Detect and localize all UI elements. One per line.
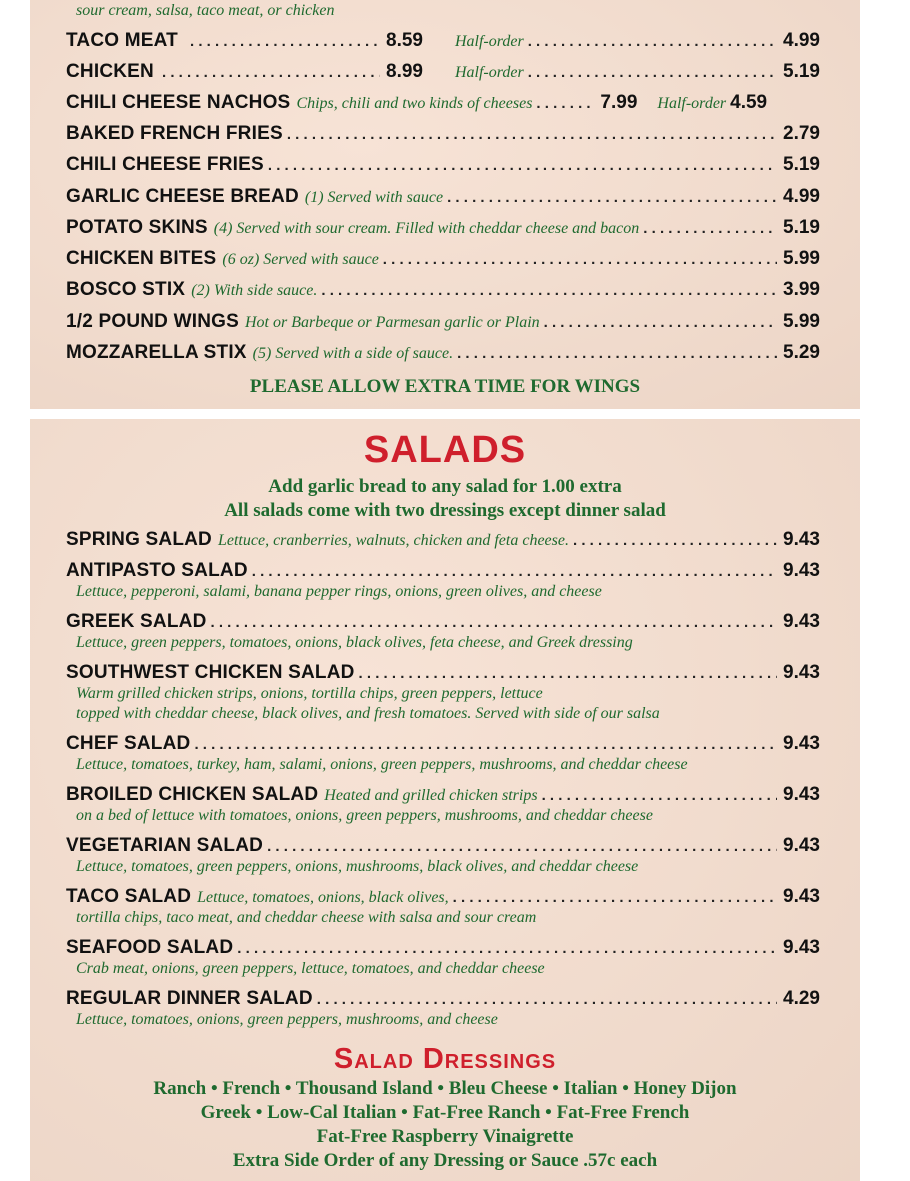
dot-leader — [237, 940, 777, 957]
nacho-toppings-note: sour cream, salsa, taco meat, or chicken — [76, 2, 335, 19]
dressings-list-line-3: Fat-Free Raspberry Vinaigrette — [316, 1126, 574, 1147]
item-description: Chips, chili and two kinds of cheeses — [296, 95, 533, 112]
dot-leader — [457, 345, 777, 362]
menu-item — [66, 217, 820, 241]
item-price: 9.43 — [783, 733, 820, 754]
menu-item-chili-cheese-nachos — [66, 92, 820, 116]
menu-item — [66, 248, 820, 272]
item-price: 9.43 — [783, 886, 820, 907]
item-description: Lettuce, tomatoes, green peppers, onions, mushrooms, black olives, and cheddar cheese — [76, 858, 639, 875]
item-description: Heated and grilled chicken strips — [324, 787, 538, 804]
item-price: 9.43 — [783, 835, 820, 856]
menu-item-chef-salad — [66, 733, 820, 757]
item-price: 9.43 — [783, 784, 820, 805]
item-price: 8.59 — [386, 30, 423, 51]
dot-leader — [528, 33, 777, 50]
menu-item-southwest-chicken-salad — [66, 662, 820, 686]
item-price: 9.43 — [783, 937, 820, 958]
item-price: 8.99 — [386, 61, 423, 82]
half-order-label: Half-order — [454, 33, 524, 50]
item-description: (5) Served with a side of sauce. — [252, 345, 454, 362]
dot-leader — [321, 282, 777, 299]
item-name: 1/2 POUND WINGS — [66, 311, 239, 332]
dot-leader — [383, 251, 777, 268]
item-description: (1) Served with sauce — [304, 189, 444, 206]
item-price: 5.29 — [783, 342, 820, 363]
menu-item — [66, 279, 820, 303]
item-price: 3.99 — [783, 279, 820, 300]
item-name: MOZZARELLA STIX — [66, 342, 247, 363]
menu-item-taco-salad — [66, 886, 820, 910]
item-description: Warm grilled chicken strips, onions, tortilla chips, green peppers, lettuce — [76, 685, 543, 702]
item-name: GARLIC CHEESE BREAD — [66, 186, 299, 207]
appetizers-panel — [30, 0, 860, 409]
item-description: Lettuce, cranberries, walnuts, chicken and feta cheese. — [217, 532, 569, 549]
half-order-price: 4.59 — [730, 92, 768, 113]
half-order-label: Half-order — [454, 64, 524, 81]
item-name: TACO SALAD — [66, 886, 192, 907]
item-description: Lettuce, green peppers, tomatoes, onions, black olives, feta cheese, and Greek dressing — [76, 634, 633, 651]
menu-item — [66, 154, 820, 178]
menu-item-taco-meat-nachos — [66, 30, 820, 54]
item-name: REGULAR DINNER SALAD — [66, 988, 313, 1009]
item-price: 5.99 — [783, 248, 820, 269]
salad-note-dressings: All salads come with two dressings except dinner salad — [224, 500, 666, 521]
menu-item-antipasto-salad — [66, 560, 820, 584]
item-description: Lettuce, tomatoes, onions, green peppers, mushrooms, and cheese — [76, 1011, 498, 1028]
menu-item-seafood-salad — [66, 937, 820, 961]
item-description: Lettuce, tomatoes, onions, black olives, — [197, 889, 449, 906]
item-description: (2) With side sauce. — [191, 282, 318, 299]
item-price: 9.43 — [783, 611, 820, 632]
item-description: Lettuce, tomatoes, turkey, ham, salami, onions, green peppers, mushrooms, and cheddar cheese — [76, 756, 688, 773]
wings-notice: PLEASE ALLOW EXTRA TIME FOR WINGS — [249, 376, 641, 397]
item-description: Hot or Barbeque or Parmesan garlic or Plain — [244, 314, 540, 331]
item-name: VEGETARIAN SALAD — [66, 835, 264, 856]
menu-item-greek-salad — [66, 611, 820, 635]
dot-leader — [528, 64, 777, 81]
item-name: CHILI CHEESE FRIES — [66, 154, 264, 175]
menu-item — [66, 123, 820, 147]
dot-leader — [194, 736, 777, 753]
item-name: CHICKEN BITES — [66, 248, 217, 269]
item-name: SEAFOOD SALAD — [66, 937, 234, 958]
menu-item-spring-salad — [66, 529, 820, 553]
item-name: TACO MEAT — [66, 30, 178, 51]
item-name: BOSCO STIX — [66, 279, 186, 300]
dot-leader — [643, 220, 777, 237]
dot-leader — [267, 838, 777, 855]
menu-item — [66, 186, 820, 210]
dot-leader — [447, 189, 777, 206]
menu-item-vegetarian-salad — [66, 835, 820, 859]
dot-leader — [317, 991, 777, 1008]
item-description: Crab meat, onions, green peppers, lettuce, tomatoes, and cheddar cheese — [76, 960, 545, 977]
dot-leader — [162, 64, 380, 81]
section-title: SALADS — [363, 429, 527, 471]
dot-leader — [544, 314, 777, 331]
item-price: 9.43 — [783, 529, 820, 550]
item-price: 5.19 — [783, 217, 820, 238]
item-description: (6 oz) Served with sauce — [222, 251, 379, 268]
item-description: Lettuce, pepperoni, salami, banana pepper rings, onions, green olives, and cheese — [76, 583, 602, 600]
item-price: 4.99 — [783, 186, 820, 207]
item-price: 4.29 — [783, 988, 820, 1009]
dot-leader — [252, 563, 777, 580]
menu-item — [66, 342, 820, 366]
dressings-list-line-1: Ranch • French • Thousand Island • Bleu Cheese • Italian • Honey Dijon — [153, 1078, 737, 1099]
item-name: CHILI CHEESE NACHOS — [66, 92, 291, 113]
menu-item — [66, 311, 820, 335]
dot-leader — [268, 157, 777, 174]
item-name: GREEK SALAD — [66, 611, 207, 632]
dot-leader — [542, 787, 777, 804]
salad-note-garlic-bread: Add garlic bread to any salad for 1.00 extra — [268, 476, 622, 497]
item-description: (4) Served with sour cream. Filled with cheddar cheese and bacon — [213, 220, 640, 237]
item-name: SOUTHWEST CHICKEN SALAD — [66, 662, 355, 683]
item-name: BAKED FRENCH FRIES — [66, 123, 283, 144]
half-order-price: 4.99 — [783, 30, 820, 51]
item-name: CHICKEN — [66, 61, 154, 82]
item-price: 9.43 — [783, 662, 820, 683]
dot-leader — [536, 95, 594, 112]
menu-item-broiled-chicken-salad — [66, 784, 820, 808]
dot-leader — [453, 889, 777, 906]
item-price: 7.99 — [600, 92, 638, 113]
item-name: CHEF SALAD — [66, 733, 191, 754]
item-description: tortilla chips, taco meat, and cheddar cheese with salsa and sour cream — [76, 909, 537, 926]
half-order-price: 5.19 — [783, 61, 820, 82]
dot-leader — [211, 614, 778, 631]
dot-leader — [573, 532, 777, 549]
item-description: topped with cheddar cheese, black olives, and fresh tomatoes. Served with side of our salsa — [76, 705, 660, 722]
dressings-title: Salad Dressings — [333, 1043, 557, 1075]
item-name: ANTIPASTO SALAD — [66, 560, 248, 581]
item-name: BROILED CHICKEN SALAD — [66, 784, 319, 805]
menu-item-regular-dinner-salad — [66, 988, 820, 1012]
item-description: on a bed of lettuce with tomatoes, onions, green peppers, mushrooms, and cheddar cheese — [76, 807, 653, 824]
item-name: POTATO SKINS — [66, 217, 208, 238]
dressings-list-line-2: Greek • Low-Cal Italian • Fat-Free Ranch • Fat-Free French — [200, 1102, 690, 1123]
dot-leader — [190, 33, 380, 50]
half-order-label: Half-order — [657, 95, 727, 112]
dot-leader — [287, 126, 777, 143]
dot-leader — [359, 665, 777, 682]
item-price: 9.43 — [783, 560, 820, 581]
menu-item-chicken-nachos — [66, 61, 820, 85]
item-price: 5.99 — [783, 311, 820, 332]
extra-dressing-note: Extra Side Order of any Dressing or Sauce .57c each — [232, 1150, 658, 1171]
item-price: 5.19 — [783, 154, 820, 175]
item-price: 2.79 — [783, 123, 820, 144]
salads-panel — [30, 419, 860, 1181]
item-name: SPRING SALAD — [66, 529, 212, 550]
